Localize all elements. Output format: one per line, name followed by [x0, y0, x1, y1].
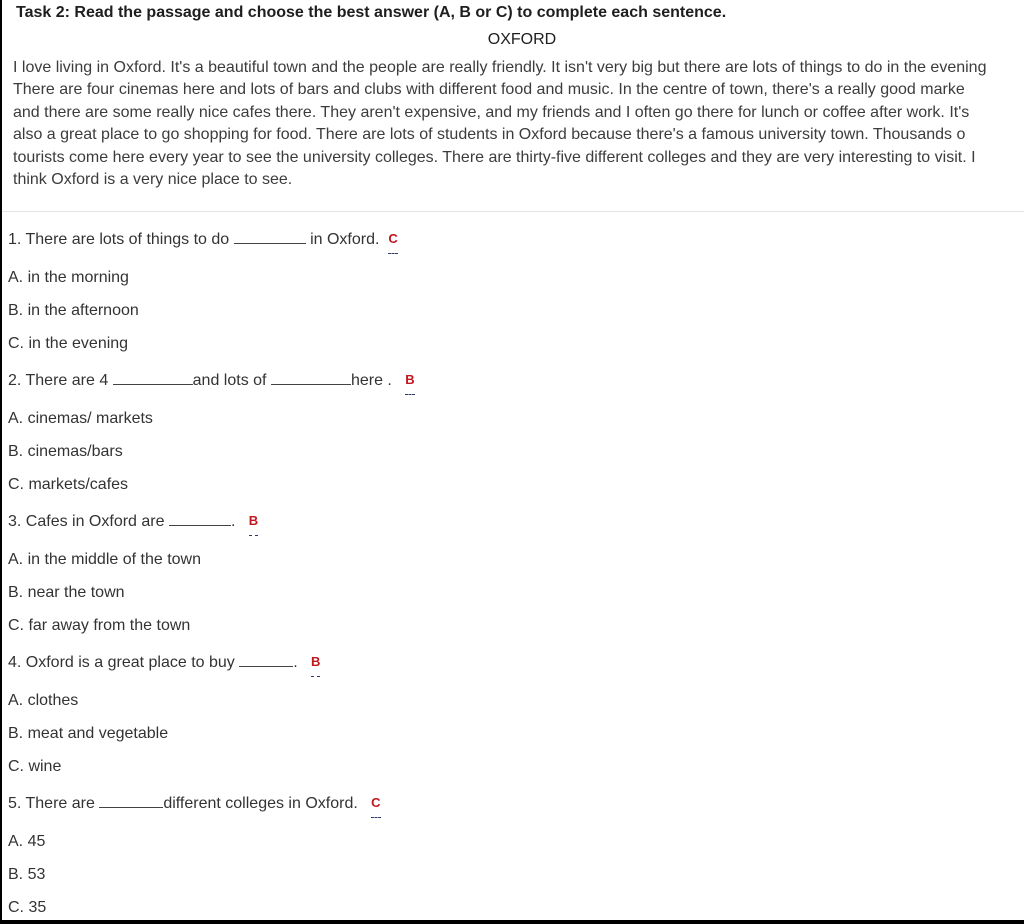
option-b[interactable]: B. near the town [8, 584, 125, 601]
worksheet-page [2, 0, 1024, 920]
task-title: Task 2: Read the passage and choose the best answer (A, B or C) to complete each sentence. [16, 4, 727, 21]
passage-line: I love living in Oxford. It's a beautiful town and the people are really friendly. It isn't very big but there are lots of things to do in the evening [13, 59, 987, 76]
option-c[interactable]: C. wine [8, 758, 62, 775]
question-text: . [230, 513, 236, 530]
answer-blank [271, 370, 351, 385]
passage-line: think Oxford is a very nice place to see. [13, 171, 293, 189]
answer-blank [239, 652, 293, 667]
option-b[interactable]: B. 53 [8, 866, 46, 883]
option-a[interactable]: A. cinemas/ markets [8, 410, 153, 427]
handwritten-answer: C [388, 231, 397, 254]
section-divider [2, 211, 1024, 212]
handwritten-answer: C [371, 795, 380, 818]
passage-line: There are four cinemas here and lots of bars and clubs with different food and music. In the centre of town, there's a really good marke [13, 81, 965, 99]
passage-line: tourists come here every year to see the university colleges. There are thirty-five different colleges and they are very interesting to visit. I [13, 148, 976, 166]
handwritten-answer: B [311, 654, 320, 677]
question-3 [8, 511, 258, 534]
option-a[interactable]: A. in the middle of the town [8, 551, 201, 568]
answer-blank [234, 229, 306, 244]
question-text: different colleges in Oxford. [163, 795, 358, 812]
answer-blank [169, 511, 231, 526]
option-b[interactable]: B. in the afternoon [8, 302, 139, 319]
handwritten-answer: B [405, 372, 414, 395]
option-b[interactable]: B. meat and vegetable [8, 725, 169, 742]
question-2 [8, 370, 415, 393]
question-text: 2. There are 4 [8, 372, 113, 389]
option-a[interactable]: A. in the morning [8, 269, 129, 286]
option-c[interactable]: C. far away from the town [8, 617, 191, 634]
question-text: here . [350, 372, 392, 389]
question-text: 3. Cafes in Oxford are [8, 513, 169, 530]
question-5 [8, 793, 381, 816]
option-a[interactable]: A. clothes [8, 692, 79, 709]
question-text: and lots of [192, 372, 271, 389]
passage-text [13, 57, 1024, 191]
option-c[interactable]: C. markets/cafes [8, 476, 129, 493]
question-text: . [293, 654, 298, 671]
passage-title: OXFORD [487, 31, 557, 48]
option-b[interactable]: B. cinemas/bars [8, 443, 123, 460]
option-c[interactable]: C. in the evening [8, 335, 129, 352]
question-text: in Oxford. [305, 231, 380, 248]
handwritten-answer: B [249, 513, 258, 536]
question-4 [8, 652, 320, 675]
passage-line: and there are some really nice cafes there. They aren't expensive, and my friends and I often go there for lunch or coffee after work. It's [13, 103, 970, 121]
question-text: 1. There are lots of things to do [8, 231, 234, 248]
option-c[interactable]: C. 35 [8, 899, 47, 916]
question-1 [8, 229, 398, 252]
answer-blank [99, 793, 163, 808]
option-a[interactable]: A. 45 [8, 833, 46, 850]
question-text: 4. Oxford is a great place to buy [8, 654, 240, 671]
answer-blank [113, 370, 193, 385]
passage-line: also a great place to go shopping for food. There are lots of students in Oxford because there's a famous university town. Thousands o [13, 126, 966, 144]
question-text: 5. There are [8, 795, 100, 812]
